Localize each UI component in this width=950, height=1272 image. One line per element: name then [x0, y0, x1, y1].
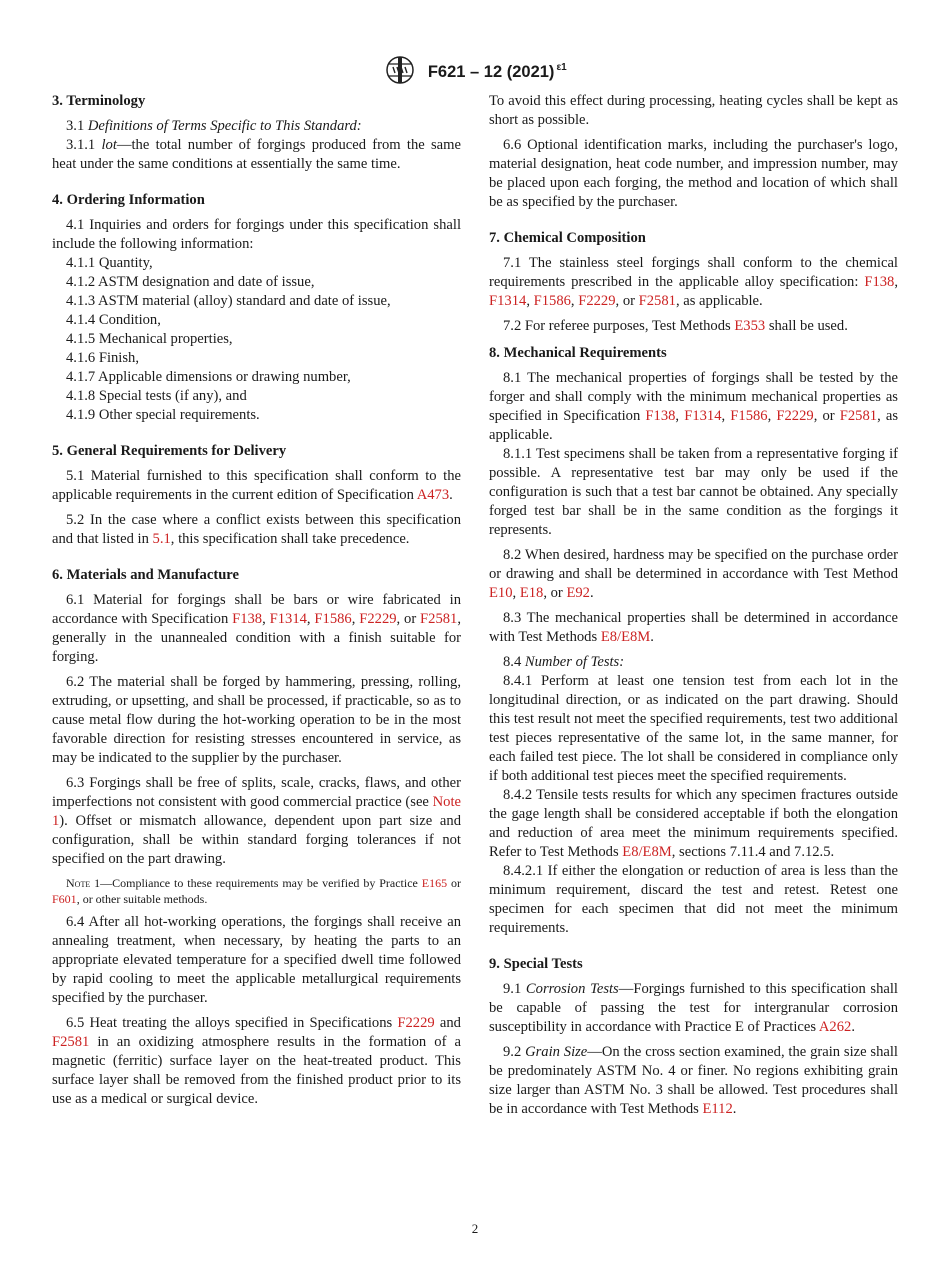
- order-item: 4.1.7 Applicable dimensions or drawing number,: [66, 369, 351, 385]
- para-6-1: 6.1 Material for forgings shall be bars or wire fabricated in accordance with Specification F138, F1314, F1586, F2229, or F2581, generally in the unannealed condition with a finish suitable for forging.: [52, 592, 462, 665]
- ref-link[interactable]: F2581: [420, 611, 458, 627]
- order-item: 4.1.9 Other special requirements.: [66, 407, 260, 423]
- edition-superscript: ε1: [556, 62, 567, 74]
- para-8-1: 8.1 The mechanical properties of forgings shall be tested by the forger and shall comply with the minimum mechanical properties as specified in Specification F138, F1314, F1586, F2229, or F2581, as applicable.: [489, 370, 899, 443]
- ref-link[interactable]: F2581: [52, 1034, 90, 1050]
- ref-link[interactable]: E112: [702, 1101, 733, 1117]
- para-8-4-1: 8.4.1 Perform at least one tension test from each lot in the longitudinal direction, or as indicated on the part drawing. Should this test result not meet the specified requirements, test two additional test pieces representative of the same lot, in the same manner, for each failed test piece. The lot shall be considered in compliance only if both additional test pieces meet the specified requirements.: [489, 673, 898, 784]
- para-6-5: 6.5 Heat treating the alloys specified in Specifications F2229 and F2581 in an oxidizing atmosphere results in the formation of a magnetic (ferritic) surface layer on the heat-treated product. This surface layer shall be removed from the finished product prior to its use as a medical or surgical device.: [52, 1015, 461, 1107]
- para-5-1: 5.1 Material furnished to this specification shall conform to the applicable requirements in the current edition of Specification A473.: [52, 468, 461, 503]
- para-6-5-continued: To avoid this effect during processing, heating cycles shall be kept as short as possible.: [489, 93, 898, 128]
- ref-link[interactable]: E8/E8M: [622, 844, 672, 860]
- para-8-2: 8.2 When desired, hardness may be specified on the purchase order or drawing and shall be determined in accordance with Test Method E10, E18, or E92.: [489, 547, 898, 601]
- ref-link[interactable]: F2229: [578, 293, 616, 309]
- astm-logo-icon: [383, 55, 417, 90]
- order-item: 4.1.1 Quantity,: [66, 255, 153, 271]
- para-8-3: 8.3 The mechanical properties shall be determined in accordance with Test Methods E8/E8M.: [489, 610, 898, 645]
- para-3-1-1: 3.1.1 lot—the total number of forgings produced from the same heat under the same conditions at essentially the same time.: [52, 137, 461, 172]
- document-id: F621 – 12 (2021): [427, 62, 555, 81]
- ref-link[interactable]: F601: [52, 892, 77, 906]
- ref-link[interactable]: E92: [566, 585, 590, 601]
- ref-link[interactable]: F138: [645, 408, 676, 424]
- order-item: 4.1.4 Condition,: [66, 312, 161, 328]
- para-9-1: 9.1 Corrosion Tests—Forgings furnished to this specification shall be capable of passing the test for intergranular corrosion susceptibility in accordance with Practice E of Practices A262.: [489, 981, 898, 1035]
- order-item: 4.1.8 Special tests (if any), and: [66, 388, 247, 404]
- left-column: [52, 92, 461, 1109]
- order-item: 4.1.5 Mechanical properties,: [66, 331, 233, 347]
- ref-link[interactable]: F1586: [730, 408, 768, 424]
- ref-link[interactable]: E10: [489, 585, 513, 601]
- section-6-title: 6. Materials and Manufacture: [52, 567, 239, 583]
- para-5-2: 5.2 In the case where a conflict exists between this specification and that listed in 5.1, this specification shall take precedence.: [52, 512, 461, 547]
- section-7-title: 7. Chemical Composition: [489, 230, 646, 246]
- para-9-2: 9.2 Grain Size—On the cross section examined, the grain size shall be predominately ASTM No. 4 or finer. No regions exhibiting grain size larger than ASTM No. 3 shall be allowed. Test procedures shall be in accordance with Test Methods E112.: [489, 1044, 898, 1117]
- page-header: [0, 55, 950, 90]
- para-8-4-2-1: 8.4.2.1 If either the elongation or reduction of area is less than the minimum requirement, discard the test and retest. Retest one specimen for each specimen that did not meet the minimum requirements.: [489, 863, 898, 936]
- ref-link[interactable]: E165: [421, 876, 448, 890]
- ref-link[interactable]: F2229: [397, 1015, 435, 1031]
- section-9-title: 9. Special Tests: [489, 956, 583, 972]
- right-column: [489, 92, 898, 1119]
- para-7-2: 7.2 For referee purposes, Test Methods E353 shall be used.: [503, 318, 848, 334]
- section-5-title: 5. General Requirements for Delivery: [52, 443, 287, 459]
- order-item: 4.1.3 ASTM material (alloy) standard and date of issue,: [66, 293, 391, 309]
- para-4-1: 4.1 Inquiries and orders for forgings under this specification shall include the following information:: [52, 217, 461, 252]
- page-number: 2: [471, 1221, 479, 1236]
- ref-link[interactable]: F138: [864, 274, 895, 290]
- section-8-title: 8. Mechanical Requirements: [489, 345, 667, 361]
- ref-link[interactable]: 5.1: [152, 531, 171, 547]
- ref-link[interactable]: F2229: [776, 408, 814, 424]
- order-item: 4.1.6 Finish,: [66, 350, 139, 366]
- ref-link[interactable]: F1314: [269, 611, 307, 627]
- ref-link[interactable]: F1586: [314, 611, 352, 627]
- order-item: 4.1.2 ASTM designation and date of issue,: [66, 274, 315, 290]
- ref-link[interactable]: A473: [416, 487, 450, 503]
- para-6-3: 6.3 Forgings shall be free of splits, scale, cracks, flaws, and other imperfections not consistent with good commercial practice (see Note 1). Offset or mismatch allowance, dependent upon part size and configuration, shall be within standard forging tolerances if not specified on the part drawing.: [52, 775, 461, 867]
- ref-link[interactable]: F1314: [489, 293, 527, 309]
- ref-link[interactable]: F2229: [359, 611, 397, 627]
- section-4-title: 4. Ordering Information: [52, 192, 205, 208]
- para-7-1: 7.1 The stainless steel forgings shall conform to the chemical requirements prescribed in the applicable alloy specification: F138, F1314, F1586, F2229, or F2581, as applicable.: [489, 255, 898, 309]
- note-1: Note 1—Compliance to these requirements may be verified by Practice E165 or F601, or other suitable methods.: [52, 876, 462, 906]
- ref-link[interactable]: E353: [734, 318, 766, 334]
- ref-link[interactable]: F138: [232, 611, 263, 627]
- para-8-4-2: 8.4.2 Tensile tests results for which any specimen fractures outside the gage length shall be considered acceptable if both the elongation and reduction of area meet the minimum requirements specified. Refer to Test Methods E8/E8M, sections 7.11.4 and 7.12.5.: [489, 787, 898, 860]
- para-6-2: 6.2 The material shall be forged by hammering, pressing, rolling, extruding, or upsetting, and shall be processed, if practicable, so as to cause metal flow during the hot-working operation to be in the most favorable direction for resisting stresses encountered in service, as may be indicated to the supplier by the purchaser.: [52, 674, 461, 766]
- ref-link[interactable]: E8/E8M: [600, 629, 651, 645]
- ref-link[interactable]: F1586: [533, 293, 571, 309]
- ref-link[interactable]: Note 1: [52, 794, 461, 829]
- ref-link[interactable]: F2581: [638, 293, 676, 309]
- ref-link[interactable]: E18: [519, 585, 544, 601]
- ref-link[interactable]: F2581: [839, 408, 878, 424]
- ref-link[interactable]: A262: [818, 1019, 852, 1035]
- para-6-6: 6.6 Optional identification marks, including the purchaser's logo, material designation, heat code number, and impression number, may be placed upon each forging, the method and location of which shall be as specified by the purchaser.: [489, 137, 898, 210]
- para-8-1-1: 8.1.1 Test specimens shall be taken from a representative forging if possible. A representative test bar may only be used if the configuration is such that a test bar cannot be obtained. Any specially forged test bar shall be in the same condition as the forgings it represents.: [489, 446, 898, 538]
- ref-link[interactable]: F1314: [684, 408, 722, 424]
- para-8-4: 8.4 Number of Tests:: [503, 654, 625, 670]
- para-3-1: 3.1 Definitions of Terms Specific to This Standard:: [66, 118, 362, 134]
- section-3-title: 3. Terminology: [52, 93, 146, 109]
- para-6-4: 6.4 After all hot-working operations, the forgings shall receive an annealing treatment, when necessary, by heating the parts to an appropriate elevated temperature for a specified dwell time followed by rapid cooling to meet the applicable metallurgical requirements specified by the purchaser.: [52, 914, 461, 1006]
